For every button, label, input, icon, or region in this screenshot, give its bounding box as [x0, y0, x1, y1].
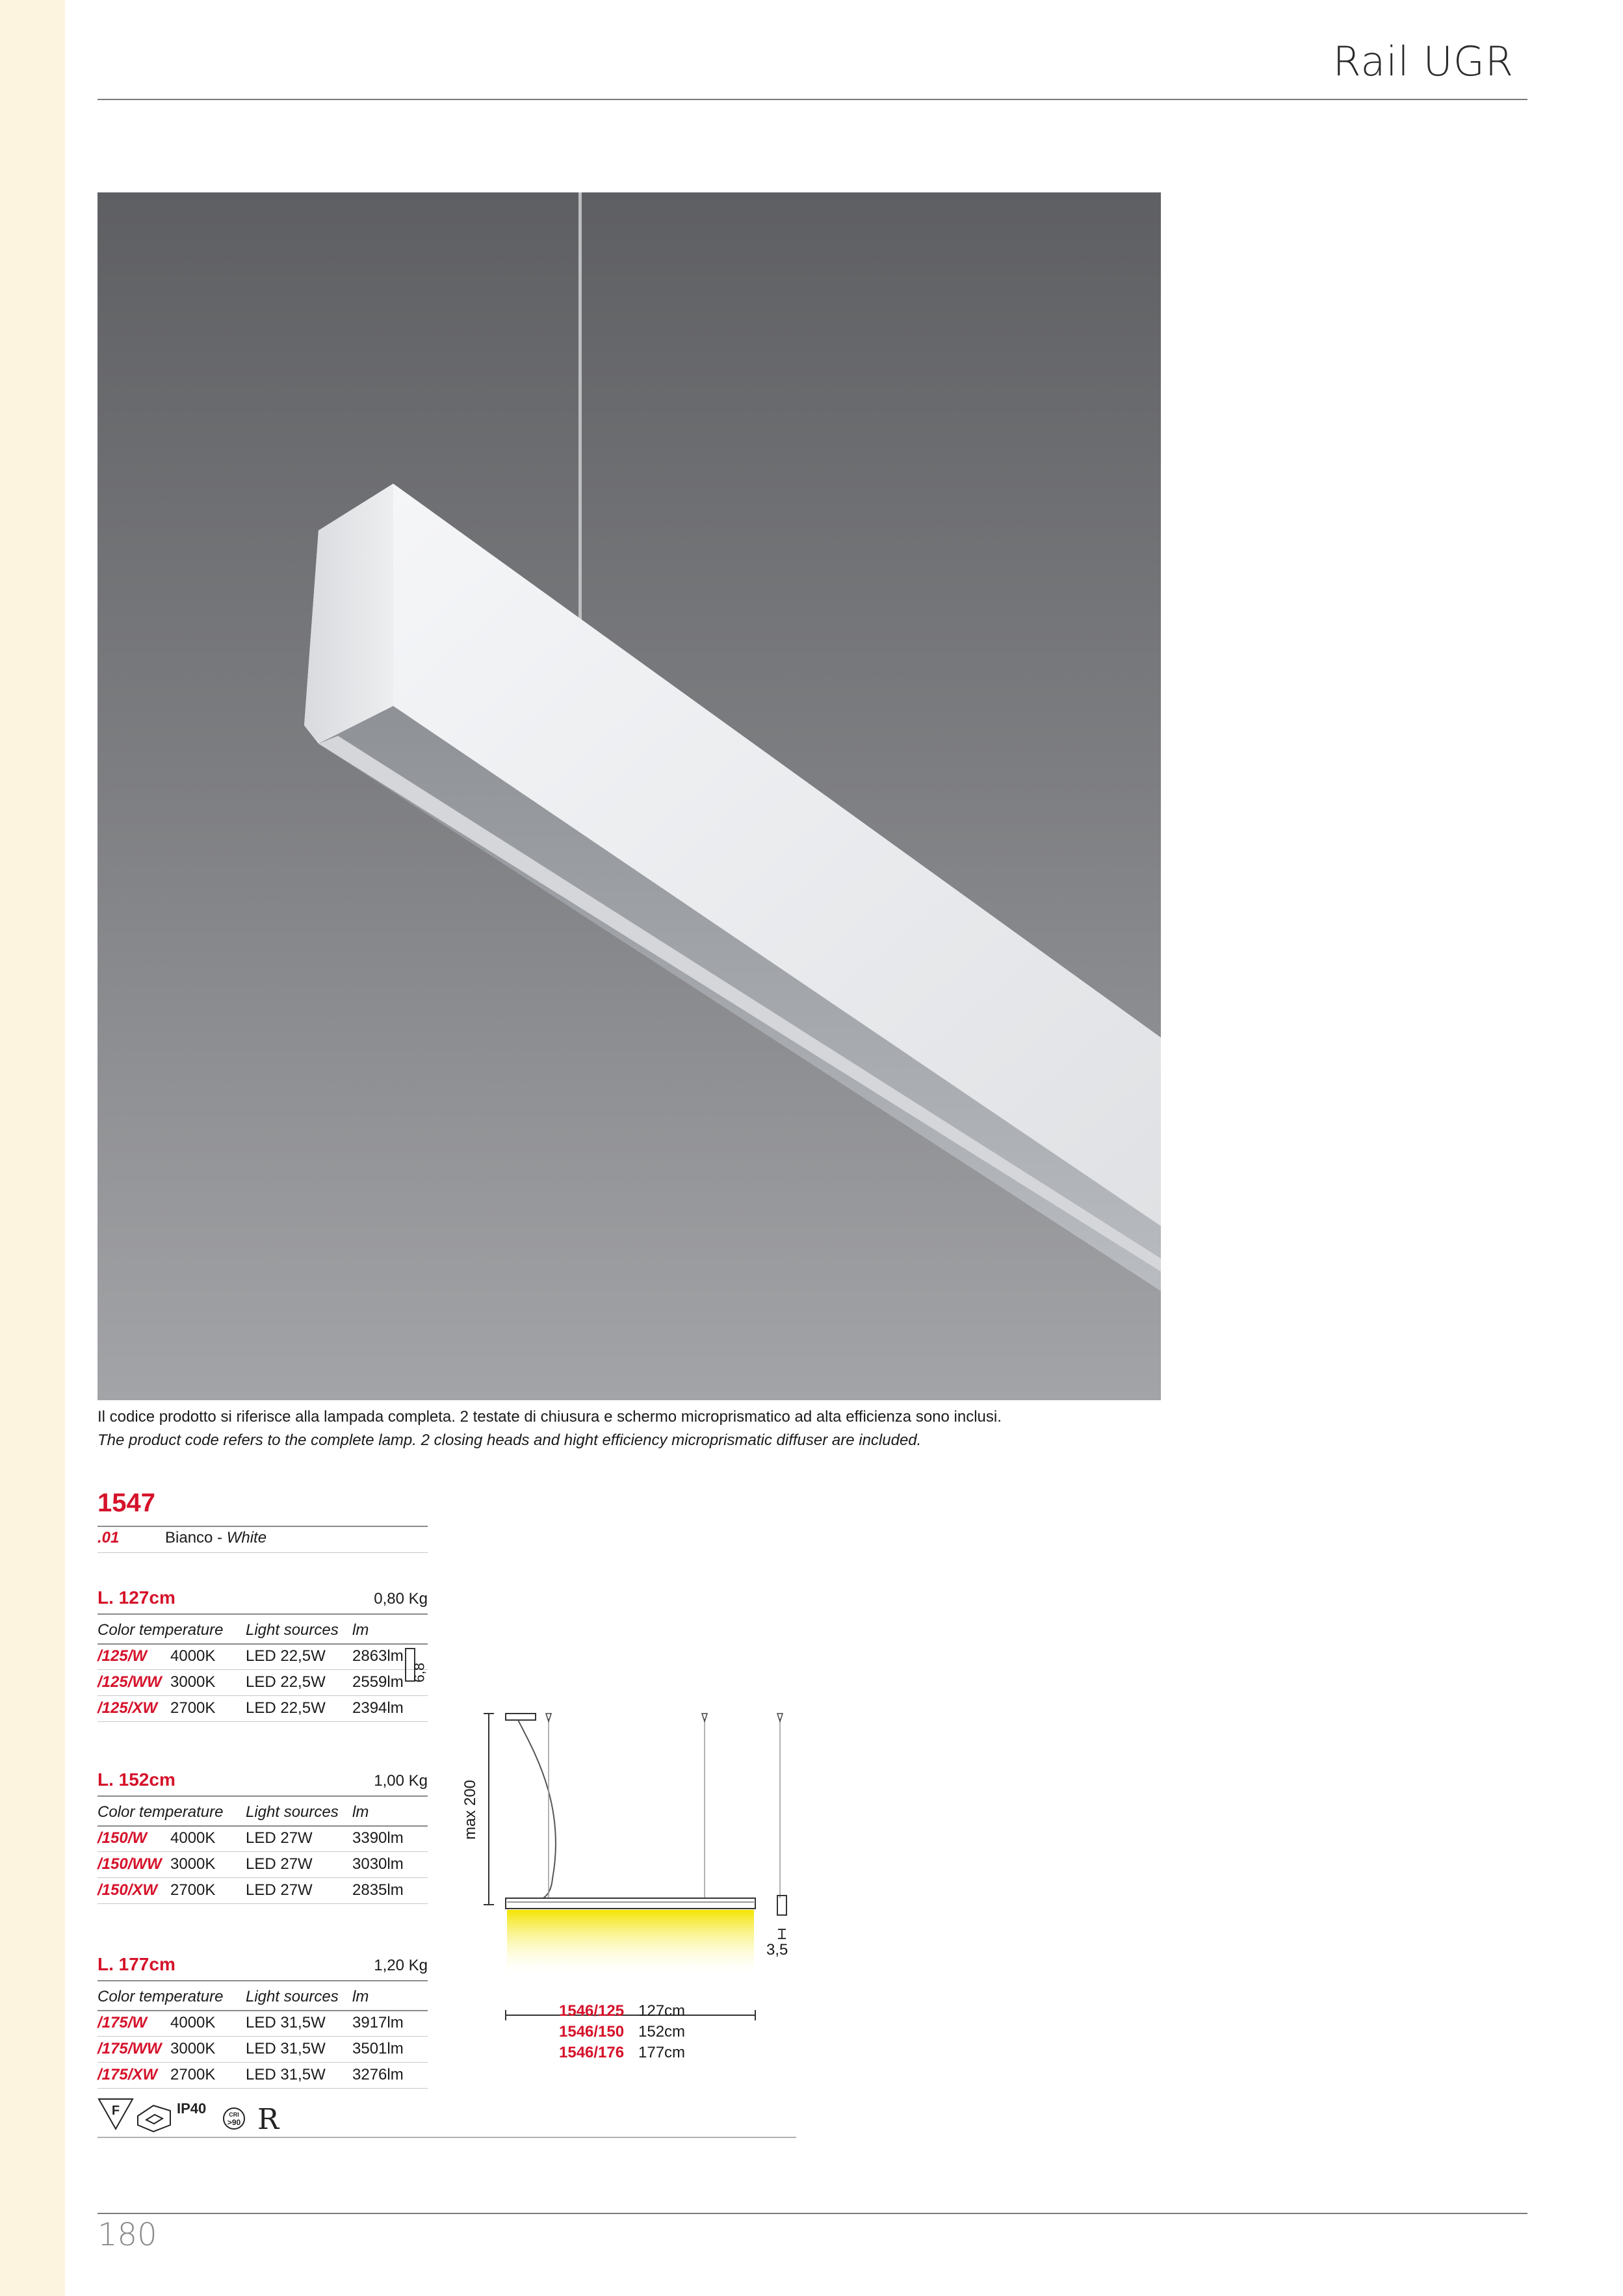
finish-code: .01 [97, 1529, 120, 1546]
list-item: 1546/176 177cm [559, 2044, 686, 2061]
divider [97, 1526, 428, 1527]
divider [97, 2010, 428, 2011]
divider [97, 1643, 428, 1645]
side-color-strip [0, 0, 65, 2296]
page-title: Rail UGR [1332, 38, 1514, 85]
header-light-sources: Light sources [246, 1803, 339, 1821]
section-height-label: 6,8 [411, 1662, 428, 1683]
divider [97, 2088, 428, 2089]
finish-name: Bianco - White [165, 1529, 267, 1546]
divider [97, 1695, 428, 1696]
divider [97, 1721, 428, 1722]
section-length: L. 127cm [97, 1587, 175, 1608]
divider [97, 1552, 428, 1553]
list-item: 1546/150 152cm [559, 2023, 686, 2041]
section-weight: 1,00 Kg [374, 1772, 428, 1790]
product-code: 1547 [97, 1489, 155, 1517]
suspension-cables [549, 1719, 780, 1898]
divider [97, 1613, 428, 1615]
product-description [97, 1405, 1202, 1452]
header-color-temperature: Color temperature [97, 1621, 224, 1639]
light-emission [507, 1910, 754, 1975]
divider [97, 1851, 428, 1852]
height-label: max 200 [461, 1779, 480, 1840]
description-italian: Il codice prodotto si riferisce alla lampada completa. 2 testate di chiusura e schermo microprismatico ad alta efficienza sono inclusi. [97, 1408, 1002, 1426]
profile-cross-section [777, 1896, 786, 1915]
ceiling-canopy [506, 1714, 536, 1720]
header-color-temperature: Color temperature [97, 1988, 224, 2005]
header-light-sources: Light sources [246, 1988, 339, 2005]
energy-class-icon [99, 2099, 133, 2129]
divider [97, 2036, 428, 2037]
ip-rating-icon: IP40 [177, 2100, 207, 2117]
svg-text:F: F [111, 2104, 120, 2118]
header-lumen: lm [352, 1988, 369, 2005]
page-number: 180 [97, 2217, 157, 2253]
suspension-cable [578, 192, 582, 621]
dimmable-mark-icon: R [257, 2103, 279, 2133]
header-lumen: lm [352, 1803, 369, 1821]
installation-surface-icon [138, 2106, 170, 2132]
divider [97, 1795, 428, 1797]
section-length: L. 152cm [97, 1769, 175, 1790]
footer-rule [97, 2213, 1527, 2214]
header-light-sources: Light sources [246, 1621, 339, 1639]
svg-text:>90: >90 [227, 2118, 241, 2127]
section-weight: 0,80 Kg [374, 1590, 428, 1608]
description-english: The product code refers to the complete lamp. 2 closing heads and hight efficiency microprismatic diffuser are included. [97, 1431, 922, 1449]
divider [97, 1669, 428, 1670]
header-color-temperature: Color temperature [97, 1803, 224, 1821]
list-item: 1546/125 127cm [559, 2002, 686, 2020]
section-length: L. 177cm [97, 1954, 175, 1974]
header-lumen: lm [352, 1621, 369, 1639]
power-cable [518, 1720, 556, 1899]
divider [97, 1877, 428, 1878]
variant-list [559, 2001, 685, 2063]
cri-icon [224, 2108, 244, 2129]
section-divider [97, 2137, 796, 2138]
section-weight: 1,20 Kg [374, 1957, 428, 1974]
profile-height-label: 3,5 [766, 1941, 788, 1959]
product-photo [97, 192, 1161, 1400]
divider [97, 1903, 428, 1904]
divider [97, 1825, 428, 1827]
cable-grippers [546, 1714, 783, 1721]
divider [97, 2062, 428, 2063]
section-profile-icon [404, 1645, 437, 1697]
lamp-side-view [506, 1898, 755, 1909]
certification-icons [97, 2096, 370, 2133]
header-rule [97, 99, 1527, 100]
divider [97, 1980, 428, 1981]
svg-text:CRI: CRI [229, 2111, 239, 2118]
